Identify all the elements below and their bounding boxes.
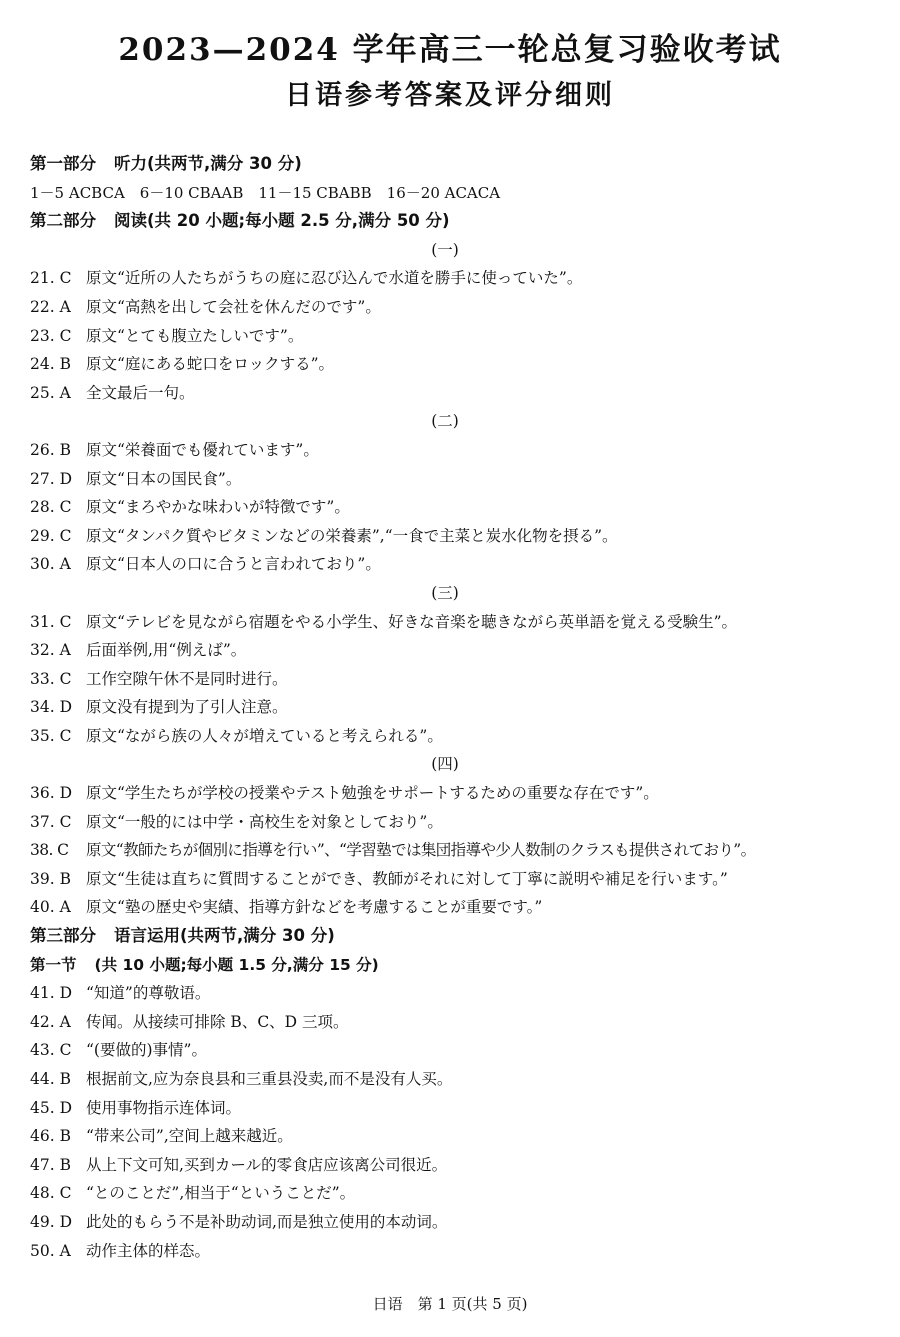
answer-number: 32. A: [30, 641, 71, 660]
answer-number: 28. C: [30, 498, 72, 517]
page-title: 2023—2024 学年高三一轮总复习验收考试: [118, 32, 782, 68]
answer-item: [30, 693, 890, 722]
answer-item: [30, 350, 890, 379]
answer-number: 26. B: [30, 440, 71, 459]
part2-heading: 第二部分 阅读(共 20 小题;每小题 2.5 分,满分 50 分): [30, 211, 450, 231]
answer-explanation: 原文“一般的には中学・高校生を対象としており”。: [86, 812, 443, 831]
answer-item: [30, 1237, 890, 1266]
answer-number: 42. A: [30, 1012, 71, 1031]
answer-explanation: 原文“教師たちが個別に指導を行い”、“学習塾では集団指導や少人数制のクラスも提供されており”。: [86, 841, 756, 860]
answer-item: [30, 379, 890, 408]
answer-item: [30, 465, 890, 494]
listening-answers: 1－5 ACBCA 6－10 CBAAB 11－15 CBABB 16－20 ACACA: [30, 183, 501, 202]
answer-item: [30, 1094, 890, 1123]
answer-explanation: “带来公司”,空间上越来越近。: [86, 1127, 293, 1146]
answer-item: [30, 893, 890, 922]
answer-explanation: 原文“庭にある蛇口をロックする”。: [86, 355, 335, 374]
answer-item: [30, 1122, 890, 1151]
answer-number: 49. D: [30, 1212, 73, 1231]
part3-heading: 第三部分 语言运用(共两节,满分 30 分): [30, 926, 335, 946]
answer-item: [30, 608, 890, 637]
answer-item: [30, 1008, 890, 1037]
answer-explanation: 根据前文,应为奈良县和三重县没卖,而不是没有人买。: [86, 1070, 453, 1088]
answer-explanation: 原文“テレビを見ながら宿題をやる小学生、好きな音楽を聴きながら英単語を覚える受験生”。: [86, 612, 738, 631]
answer-explanation: 工作空隙午休不是同时进行。: [86, 669, 288, 688]
answer-content: [30, 150, 890, 1265]
answer-item: [30, 636, 890, 665]
answer-number: 39. B: [30, 869, 71, 888]
part3-section1-heading: 第一节 (共 10 小题;每小题 1.5 分,满分 15 分): [30, 955, 379, 974]
answer-explanation: “(要做的)事情”。: [86, 1041, 207, 1060]
answer-number: 41. D: [30, 984, 73, 1003]
answer-number: 38. C: [30, 841, 69, 860]
answer-item: [30, 1065, 890, 1094]
answer-number: 47. B: [30, 1155, 71, 1174]
answer-number: 46. B: [30, 1127, 71, 1146]
answer-item: [30, 779, 890, 808]
subsection-3: (三): [431, 583, 459, 602]
answer-number: 36. D: [30, 784, 73, 803]
answer-number: 48. C: [30, 1184, 72, 1203]
answer-item: [30, 293, 890, 322]
answer-number: 45. D: [30, 1098, 73, 1117]
answer-item: [30, 865, 890, 894]
answer-explanation: 原文“日本の国民食”。: [86, 469, 242, 488]
answer-number: 40. A: [30, 898, 71, 917]
answer-explanation: 后面举例,用“例えば”。: [86, 641, 247, 660]
answer-number: 44. B: [30, 1070, 71, 1088]
answer-item: [30, 1036, 890, 1065]
answer-item: [30, 522, 890, 551]
answer-explanation: 原文“タンパク質やビタミンなどの栄養素”,“一食で主菜と炭水化物を摂る”。: [86, 526, 618, 545]
answer-explanation: 原文“まろやかな味わいが特徴です”。: [86, 498, 350, 517]
answer-item: [30, 1208, 890, 1237]
answer-explanation: 原文“高熱を出して会社を休んだのです”。: [86, 297, 381, 316]
answer-explanation: 原文“学生たちが学校の授業やテスト勉強をサポートするための重要な存在です”。: [86, 784, 659, 803]
answer-item: [30, 1151, 890, 1180]
answer-item: [30, 836, 890, 865]
subsection-2: (二): [431, 412, 459, 431]
answer-explanation: 原文没有提到为了引人注意。: [86, 698, 288, 717]
answer-number: 31. C: [30, 612, 72, 631]
answer-number: 34. D: [30, 698, 73, 717]
answer-number: 30. A: [30, 555, 71, 574]
answer-item: [30, 550, 890, 579]
answer-number: 25. A: [30, 383, 71, 402]
answer-number: 27. D: [30, 469, 73, 488]
answer-item: [30, 436, 890, 465]
answer-number: 22. A: [30, 297, 71, 316]
subsection-4: (四): [431, 755, 459, 774]
answer-explanation: 原文“栄養面でも優れています”。: [86, 440, 319, 459]
answer-explanation: 传闻。从接续可排除 B、C、D 三项。: [86, 1012, 349, 1031]
subsection-1: (一): [431, 240, 459, 259]
answer-explanation: 原文“日本人の口に合うと言われており”。: [86, 555, 381, 574]
part1-heading: 第一部分 听力(共两节,满分 30 分): [30, 154, 302, 173]
answer-item: [30, 665, 890, 694]
answer-number: 37. C: [30, 812, 72, 831]
answer-item: [30, 722, 890, 751]
answer-number: 35. C: [30, 726, 72, 745]
answer-item: [30, 322, 890, 351]
answer-explanation: 从上下文可知,买到カール的零食店应该离公司很近。: [86, 1155, 448, 1174]
answer-explanation: “知道”的尊敬语。: [86, 984, 211, 1003]
answer-item: [30, 808, 890, 837]
answer-explanation: 原文“ながら族の人々が増えていると考えられる”。: [86, 726, 443, 745]
answer-explanation: 使用事物指示连体词。: [86, 1098, 242, 1117]
answer-explanation: 动作主体的样态。: [86, 1241, 211, 1260]
answer-explanation: 原文“とても腹立たしいです”。: [86, 326, 304, 345]
answer-explanation: 原文“近所の人たちがうちの庭に忍び込んで水道を勝手に使っていた”。: [86, 269, 583, 288]
answer-item: [30, 979, 890, 1008]
answer-number: 33. C: [30, 669, 72, 688]
page-subtitle: 日语参考答案及评分细则: [285, 80, 615, 111]
answer-explanation: “とのことだ”,相当于“ということだ”。: [86, 1184, 356, 1203]
answer-number: 43. C: [30, 1041, 72, 1060]
answer-number: 24. B: [30, 355, 71, 374]
answer-explanation: 此处的もらう不是补助动词,而是独立使用的本动词。: [86, 1212, 448, 1231]
answer-item: [30, 264, 890, 293]
answer-explanation: 原文“生徒は直ちに質問することができ、教師がそれに対して丁寧に説明や補足を行います。”: [86, 869, 728, 888]
answer-number: 50. A: [30, 1241, 71, 1260]
answer-number: 21. C: [30, 269, 72, 288]
page-footer: 日语 第 1 页(共 5 页): [372, 1295, 528, 1313]
answer-number: 23. C: [30, 326, 72, 345]
answer-item: [30, 493, 890, 522]
answer-number: 29. C: [30, 526, 72, 545]
answer-explanation: 原文“塾の歴史や実績、指導方針などを考慮することが重要です。”: [86, 898, 543, 917]
answer-item: [30, 1179, 890, 1208]
answer-explanation: 全文最后一句。: [86, 383, 195, 402]
